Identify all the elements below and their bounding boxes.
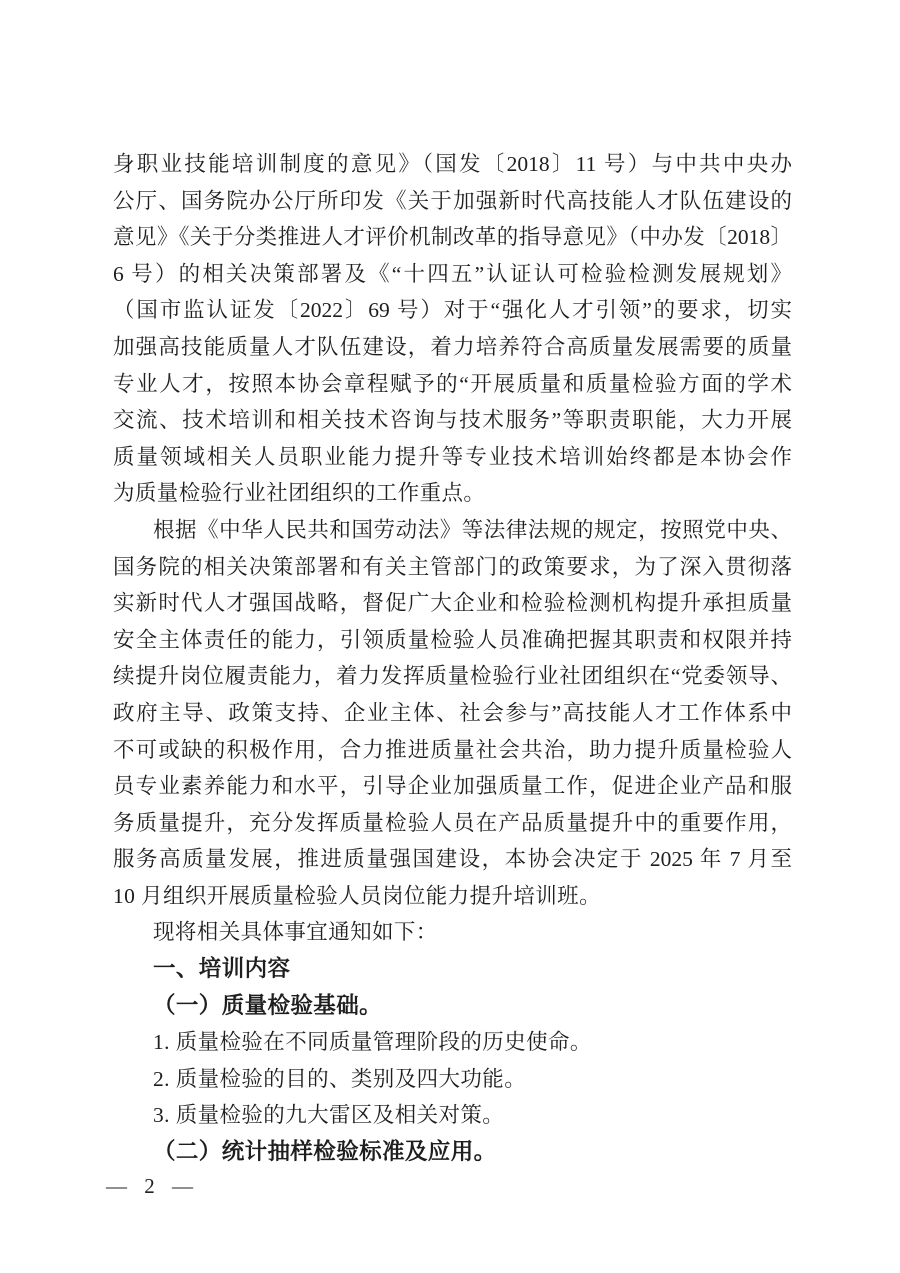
para2-line-7: 不可或缺的积极作用，合力推进质量社会共治，助力提升质量检验人 bbox=[113, 737, 792, 762]
para2-line-9: 务质量提升，充分发挥质量检验人员在产品质量提升中的重要作用， bbox=[113, 810, 792, 835]
document-body bbox=[113, 146, 792, 1171]
para1-line-2: 公厅、国务院办公厅所印发《关于加强新时代高技能人才队伍建设的 bbox=[113, 188, 792, 213]
para2-line-6: 政府主导、政策支持、企业主体、社会参与”高技能人才工作体系中 bbox=[113, 700, 792, 725]
subsection-2-heading: （二）统计抽样检验标准及应用。 bbox=[153, 1139, 497, 1165]
para1-line-5: （国市监认证发〔2022〕69 号）对于“强化人才引领”的要求，切实 bbox=[113, 298, 792, 323]
subsection-1-item-2: 2. 质量检验的目的、类别及四大功能。 bbox=[153, 1066, 527, 1091]
para2-line-1: 根据《中华人民共和国劳动法》等法律法规的规定，按照党中央、 bbox=[153, 517, 792, 542]
para2-line-10: 服务高质量发展，推进质量强国建设，本协会决定于 2025 年 7 月至 bbox=[113, 847, 792, 872]
para1-line-3: 意见》《关于分类推进人才评价机制改革的指导意见》（中办发〔2018〕 bbox=[113, 225, 792, 250]
paragraph-policy-basis bbox=[113, 146, 792, 512]
para1-line-4: 6 号）的相关决策部署及《“十四五”认证认可检验检测发展规划》 bbox=[113, 261, 792, 286]
paragraph-training-decision bbox=[113, 512, 792, 915]
para1-line-8: 交流、技术培训和相关技术咨询与技术服务”等职责职能，大力开展 bbox=[113, 408, 792, 433]
para2-line-8: 员专业素养能力和水平，引导企业加强质量工作，促进企业产品和服 bbox=[113, 774, 792, 799]
para2-line-5: 续提升岗位履责能力，着力发挥质量检验行业社团组织在“党委领导、 bbox=[113, 664, 792, 689]
subsection-1-item-3: 3. 质量检验的九大雷区及相关对策。 bbox=[153, 1103, 505, 1128]
para2-line-2: 国务院的相关决策部署和有关主管部门的政策要求，为了深入贯彻落 bbox=[113, 554, 792, 579]
section-1-heading: 一、培训内容 bbox=[153, 956, 291, 982]
para1-line-10: 为质量检验行业社团组织的工作重点。 bbox=[113, 481, 486, 506]
notice-leadin-line: 现将相关具体事宜通知如下： bbox=[153, 920, 438, 945]
para1-line-9: 质量领域相关人员职业能力提升等专业技术培训始终都是本协会作 bbox=[113, 444, 792, 469]
subsection-1-item-list bbox=[113, 1024, 792, 1134]
para1-line-7: 专业人才，按照本协会章程赋予的“开展质量和质量检验方面的学术 bbox=[113, 371, 792, 396]
para2-line-4: 安全主体责任的能力，引领质量检验人员准确把握其职责和权限并持 bbox=[113, 627, 792, 652]
para1-line-1: 身职业技能培训制度的意见》（国发〔2018〕11 号）与中共中央办 bbox=[113, 152, 792, 176]
page-number: — 2 — bbox=[106, 1174, 193, 1198]
para1-line-6: 加强高技能质量人才队伍建设，着力培养符合高质量发展需要的质量 bbox=[113, 334, 792, 359]
para2-line-3: 实新时代人才强国战略，督促广大企业和检验检测机构提升承担质量 bbox=[113, 591, 792, 616]
subsection-1-item-1: 1. 质量检验在不同质量管理阶段的历史使命。 bbox=[153, 1030, 592, 1055]
para2-line-11: 10 月组织开展质量检验人员岗位能力提升培训班。 bbox=[113, 883, 601, 908]
subsection-1-heading: （一）质量检验基础。 bbox=[153, 992, 383, 1018]
